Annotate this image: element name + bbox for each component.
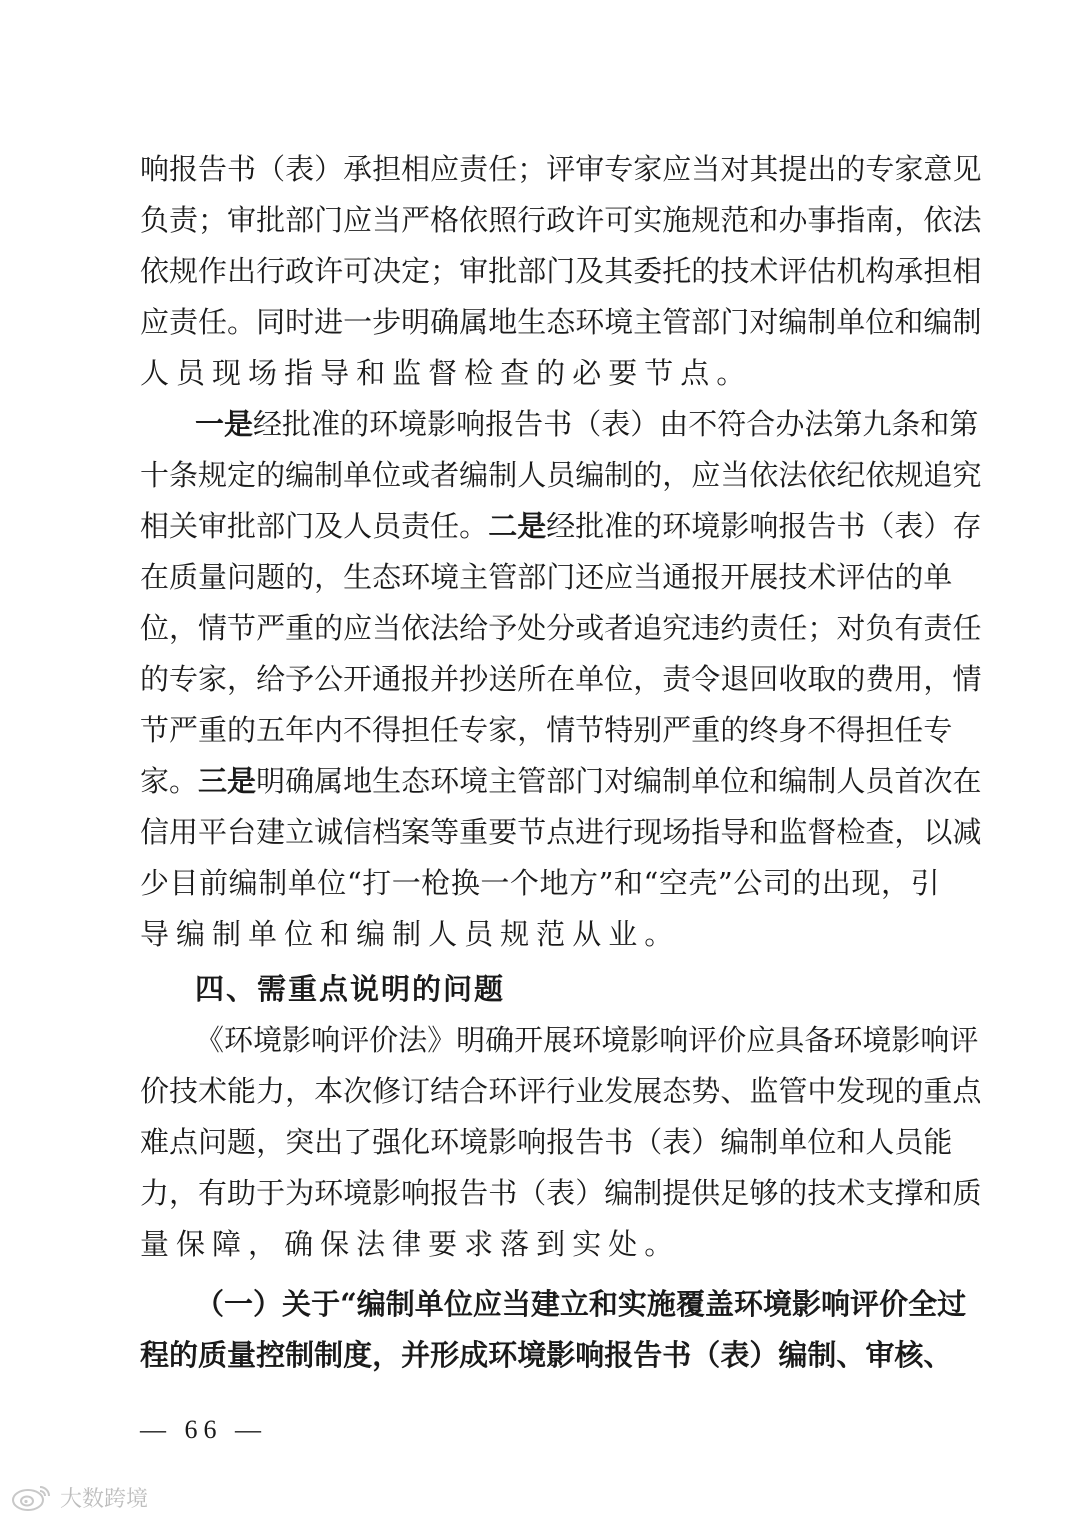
section-heading: 四、需重点说明的问题 (195, 972, 506, 1006)
text-line: 相 关 审 批 部 门 及 人 员 责 任 。 二 是 经 批 准 的 环 境 影 响 报 告 书 （ 表 ） 存 (140, 509, 982, 543)
text-line: 应 责 任 。 同 时 进 一 步 明 确 属 地 生 态 环 境 主 管 部 门 对 编 制 单 位 和 编 制 (140, 305, 982, 339)
text-line: 的 专 家 ， 给 予 公 开 通 报 并 抄 送 所 在 单 位 ， 责 令 退 回 收 取 的 费 用 ， 情 (140, 662, 982, 696)
text-line: 节 严 重 的 五 年 内 不 得 担 任 专 家 ， 情 节 特 别 严 重 的 终 身 不 得 担 任 专 (140, 713, 953, 747)
text-line: 依 规 作 出 行 政 许 可 决 定 ； 审 批 部 门 及 其 委 托 的 技 术 评 估 机 构 承 担 相 (140, 254, 982, 288)
text-line: 十 条 规 定 的 编 制 单 位 或 者 编 制 人 员 编 制 的 ， 应 当 依 法 依 纪 依 规 追 究 (140, 458, 982, 492)
text-line: 位 ， 情 节 严 重 的 应 当 依 法 给 予 处 分 或 者 追 究 违 约 责 任 ； 对 负 有 责 任 (140, 611, 982, 645)
text-line: 量 保 障 ， 确 保 法 律 要 求 落 到 实 处 。 (140, 1227, 681, 1261)
text-line: 在 质 量 问 题 的 ， 生 态 环 境 主 管 部 门 还 应 当 通 报 开 展 技 术 评 估 的 单 (140, 560, 953, 594)
text-line: 价 技 术 能 力 ， 本 次 修 订 结 合 环 评 行 业 发 展 态 势 、 监 管 中 发 现 的 重 点 (140, 1074, 982, 1108)
text-line: 《 环 境 影 响 评 价 法 》 明 确 开 展 环 境 影 响 评 价 应 具 备 环 境 影 响 评 (195, 1023, 979, 1057)
text-line: （ 一 ） 关 于 “ 编 制 单 位 应 当 建 立 和 实 施 覆 盖 环 境 影 响 评 价 全 过 (195, 1287, 967, 1321)
page-number: — 66 — (140, 1415, 267, 1444)
text-line: 响 报 告 书 （ 表 ） 承 担 相 应 责 任 ； 评 审 专 家 应 当 对 其 提 出 的 专 家 意 见 (140, 152, 982, 186)
text-line: 力 ， 有 助 于 为 环 境 影 响 报 告 书 （ 表 ） 编 制 提 供 足 够 的 技 术 支 撑 和 质 (140, 1176, 982, 1210)
text-line: 负 责 ； 审 批 部 门 应 当 严 格 依 照 行 政 许 可 实 施 规 范 和 办 事 指 南 ， 依 法 (140, 203, 982, 237)
text-line: 难 点 问 题 ， 突 出 了 强 化 环 境 影 响 报 告 书 （ 表 ） 编 制 单 位 和 人 员 能 (140, 1125, 953, 1159)
watermark (10, 1478, 148, 1516)
text-line: 导 编 制 单 位 和 编 制 人 员 规 范 从 业 。 (140, 917, 681, 951)
text-line: 家 。 三 是 明 确 属 地 生 态 环 境 主 管 部 门 对 编 制 单 位 和 编 制 人 员 首 次 在 (140, 764, 982, 798)
text-line: 程 的 质 量 控 制 制 度 ， 并 形 成 环 境 影 响 报 告 书 （ 表 ） 编 制 、 审 核 、 (140, 1338, 953, 1372)
weibo-logo-icon (10, 1482, 54, 1512)
text-line: 少 目 前 编 制 单 位 “ 打 一 枪 换 一 个 地 方 ” 和 “ 空 壳 ” 公 司 的 出 现 ， 引 (140, 866, 940, 900)
text-line: 一 是 经 批 准 的 环 境 影 响 报 告 书 （ 表 ） 由 不 符 合 办 法 第 九 条 和 第 (195, 407, 979, 441)
text-line: 信 用 平 台 建 立 诚 信 档 案 等 重 要 节 点 进 行 现 场 指 导 和 监 督 检 查 ， 以 减 (140, 815, 982, 849)
text-line: 人 员 现 场 指 导 和 监 督 检 查 的 必 要 节 点 。 (140, 356, 753, 390)
watermark-text: 大数跨境 (60, 1486, 149, 1512)
